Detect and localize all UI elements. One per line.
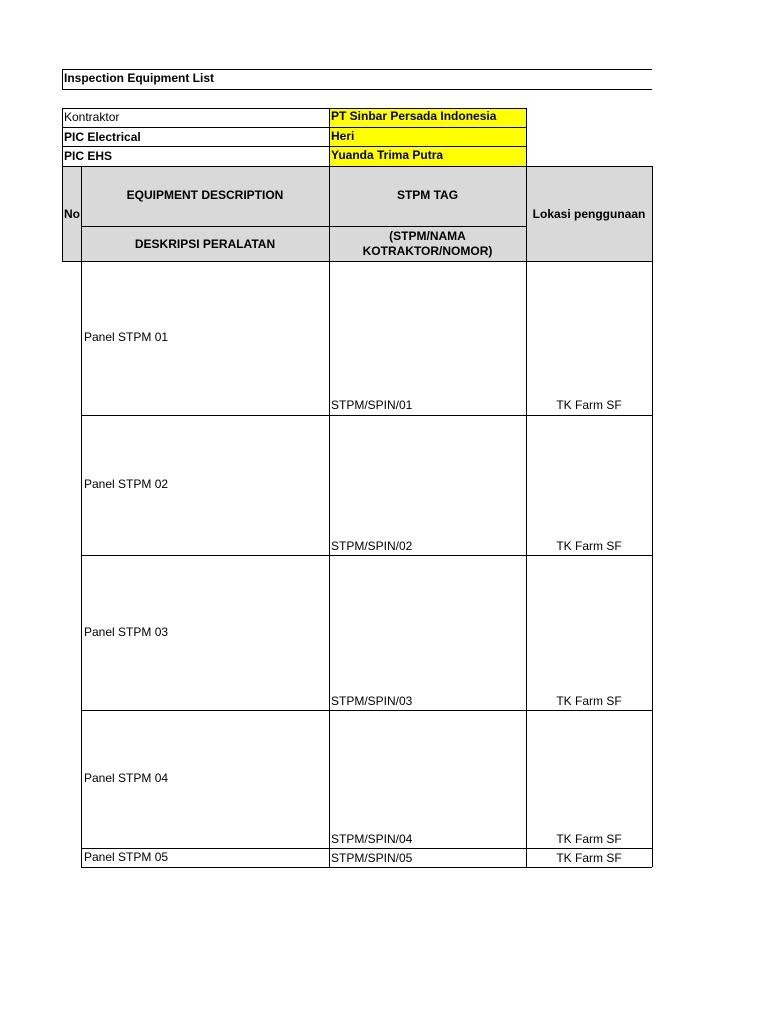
pic-ehs-value: Yuanda Trima Putra	[331, 148, 444, 162]
table-row-1-location: TK Farm SF	[556, 398, 622, 412]
table-row-2-description: Panel STPM 02	[84, 477, 169, 491]
info-border-2	[62, 127, 527, 128]
title-bottom-border	[62, 89, 652, 90]
header-top-border	[62, 166, 652, 167]
title-top-border	[62, 69, 652, 70]
header-stpm-tag-sub-1: (STPM/NAMA	[389, 229, 466, 243]
pic-electrical-value: Heri	[331, 129, 355, 143]
header-no: No	[64, 207, 80, 221]
info-left-border	[62, 108, 63, 166]
table-row-3-description: Panel STPM 03	[84, 625, 169, 639]
header-right-border	[652, 166, 653, 262]
header-stpm-tag-sub-2: KOTRAKTOR/NOMOR)	[362, 244, 493, 258]
row-border-4	[81, 848, 652, 849]
table-row-5-location: TK Farm SF	[556, 851, 622, 865]
header-stpm-tag: STPM TAG	[396, 188, 459, 202]
body-left-border	[81, 262, 82, 867]
row-border-2	[81, 555, 652, 556]
table-row-1-description: Panel STPM 01	[84, 330, 169, 344]
info-border-3	[62, 146, 527, 147]
header-deskripsi-peralatan: DESKRIPSI PERALATAN	[134, 237, 276, 251]
table-row-4-tag: STPM/SPIN/04	[331, 832, 413, 846]
table-row-3-tag: STPM/SPIN/03	[331, 694, 413, 708]
info-mid-border	[329, 108, 330, 166]
header-equipment-description: EQUIPMENT DESCRIPTION	[126, 188, 284, 202]
row-border-1	[81, 415, 652, 416]
pic-electrical-label: PIC Electrical	[64, 130, 141, 144]
sheet-title: Inspection Equipment List	[64, 71, 215, 85]
kontraktor-label: Kontraktor	[64, 110, 120, 124]
table-row-2-location: TK Farm SF	[556, 539, 622, 553]
table-row-4-location: TK Farm SF	[556, 832, 622, 846]
title-left-border	[62, 69, 63, 89]
header-mid-border	[81, 226, 527, 227]
row-border-5	[81, 867, 652, 868]
info-right-border	[526, 108, 527, 166]
body-desc-border	[329, 262, 330, 867]
table-row-5-description: Panel STPM 05	[84, 850, 169, 864]
pic-ehs-label: PIC EHS	[64, 149, 113, 163]
table-row-1-tag: STPM/SPIN/01	[331, 398, 413, 412]
table-row-4-description: Panel STPM 04	[84, 771, 169, 785]
row-border-3	[81, 710, 652, 711]
table-row-5-tag: STPM/SPIN/05	[331, 851, 413, 865]
table-row-3-location: TK Farm SF	[556, 694, 622, 708]
body-tag-border	[526, 262, 527, 867]
header-lokasi: Lokasi penggunaan	[532, 207, 646, 221]
body-right-border	[652, 262, 653, 867]
kontraktor-value: PT Sinbar Persada Indonesia	[331, 109, 497, 123]
table-row-2-tag: STPM/SPIN/02	[331, 539, 413, 553]
header-bottom-border	[62, 261, 652, 262]
header-left-border	[62, 166, 63, 262]
